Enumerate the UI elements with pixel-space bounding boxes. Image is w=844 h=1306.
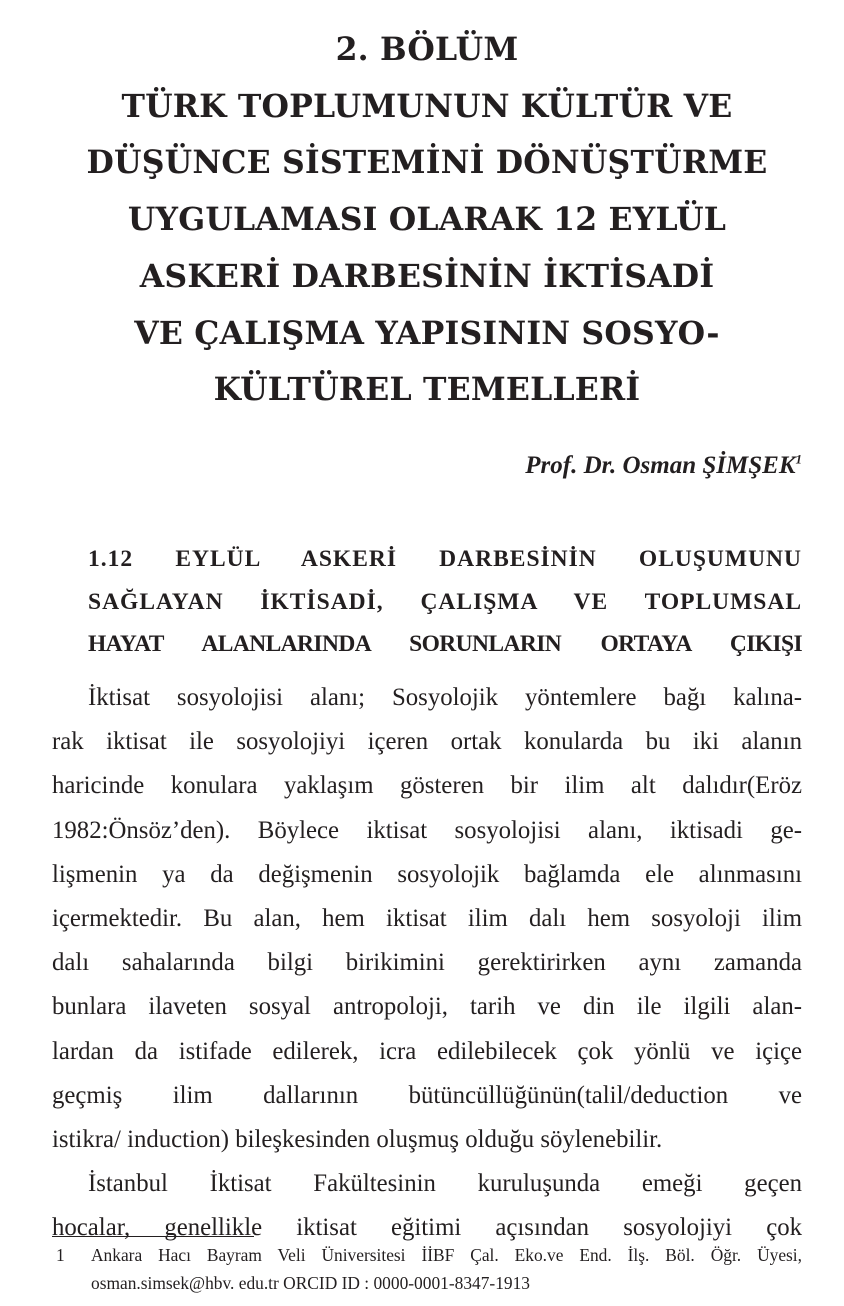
text-line: istikra/ induction) bileşkesinden oluşmuş olduğu söylenebilir. [52,1126,663,1154]
chapter-title-line: DÜŞÜNCE SİSTEMİNİ DÖNÜŞTÜRME [86,144,768,182]
paragraph [52,676,802,1162]
section-heading-line: 1.12 EYLÜL ASKERİ DARBESİNİN OLUŞUMUNU [88,546,802,572]
chapter-title-line: VE ÇALIŞMA YAPISININ SOSYO- [134,314,720,352]
text-line: haricinde konulara yaklaşım gösteren bir ilim alt dalıdır(Eröz [52,772,802,800]
footnote-reference[interactable]: 1 [795,451,802,467]
chapter-title-line: ASKERİ DARBESİNİN İKTİSADİ [139,257,715,295]
text-line: hocalar, genellikle iktisat eğitimi açısından sosyolojiyi çok [52,1214,802,1242]
footnote-text [91,1242,802,1297]
text-line: rak iktisat ile sosyolojiyi içeren ortak konularda bu iki alanın [52,728,802,756]
text-line: İktisat sosyolojisi alanı; Sosyolojik yöntemlere bağı kalına- [88,684,802,711]
footnote-line: Ankara Hacı Bayram Veli Üniversitesi İİBF Çal. Eko.ve End. İlş. Böl. Öğr. Üyesi, [91,1245,802,1265]
author-name-text: Prof. Dr. Osman ŞİMŞEK [525,452,796,479]
text-line: geçmiş ilim dallarının bütüncüllüğünün(talil/deduction ve [52,1081,802,1109]
footnote-line: osman.simsek@hbv. edu.tr ORCID ID : 0000-0001-8347-1913 [91,1272,530,1293]
text-line: lardan da istifade edilerek, icra edilebilecek çok yönlü ve içiçe [52,1037,802,1065]
text-line: lişmenin ya da değişmenin sosyolojik bağlamda ele alınmasını [52,860,802,888]
chapter-title [52,22,802,419]
body-text [52,676,802,1251]
document-page [52,0,802,1306]
author-name [525,452,802,480]
text-line: dalı sahalarında bilgi birikimini gerektirirken aynı zamanda [52,949,802,977]
footnote-divider [52,1236,254,1237]
paragraph [52,1162,802,1250]
chapter-title-line: UYGULAMASI OLARAK 12 EYLÜL [127,201,727,239]
chapter-title-line: TÜRK TOPLUMUNUN KÜLTÜR VE [121,87,733,125]
chapter-title-line: KÜLTÜREL TEMELLERİ [213,371,641,409]
text-line: İstanbul İktisat Fakültesinin kuruluşunda emeği geçen [88,1170,802,1198]
text-line: bunlara ilaveten sosyal antropoloji, tarih ve din ile ilgili alan- [52,993,802,1021]
section-heading-line: HAYAT ALANLARINDA SORUNLARIN ORTAYA ÇIKIŞI [88,631,802,657]
text-line: 1982:Önsöz’den). Böylece iktisat sosyolojisi alanı, iktisadi ge- [52,816,802,844]
text-line: içermektedir. Bu alan, hem iktisat ilim dalı hem sosyoloji ilim [52,905,802,933]
section-heading-line: SAĞLAYAN İKTİSADİ, ÇALIŞMA VE TOPLUMSAL [88,588,802,615]
footnote-number: 1 [56,1245,65,1265]
section-heading [88,538,802,666]
footnote [52,1242,802,1297]
chapter-title-line: 2. BÖLÜM [335,31,519,68]
